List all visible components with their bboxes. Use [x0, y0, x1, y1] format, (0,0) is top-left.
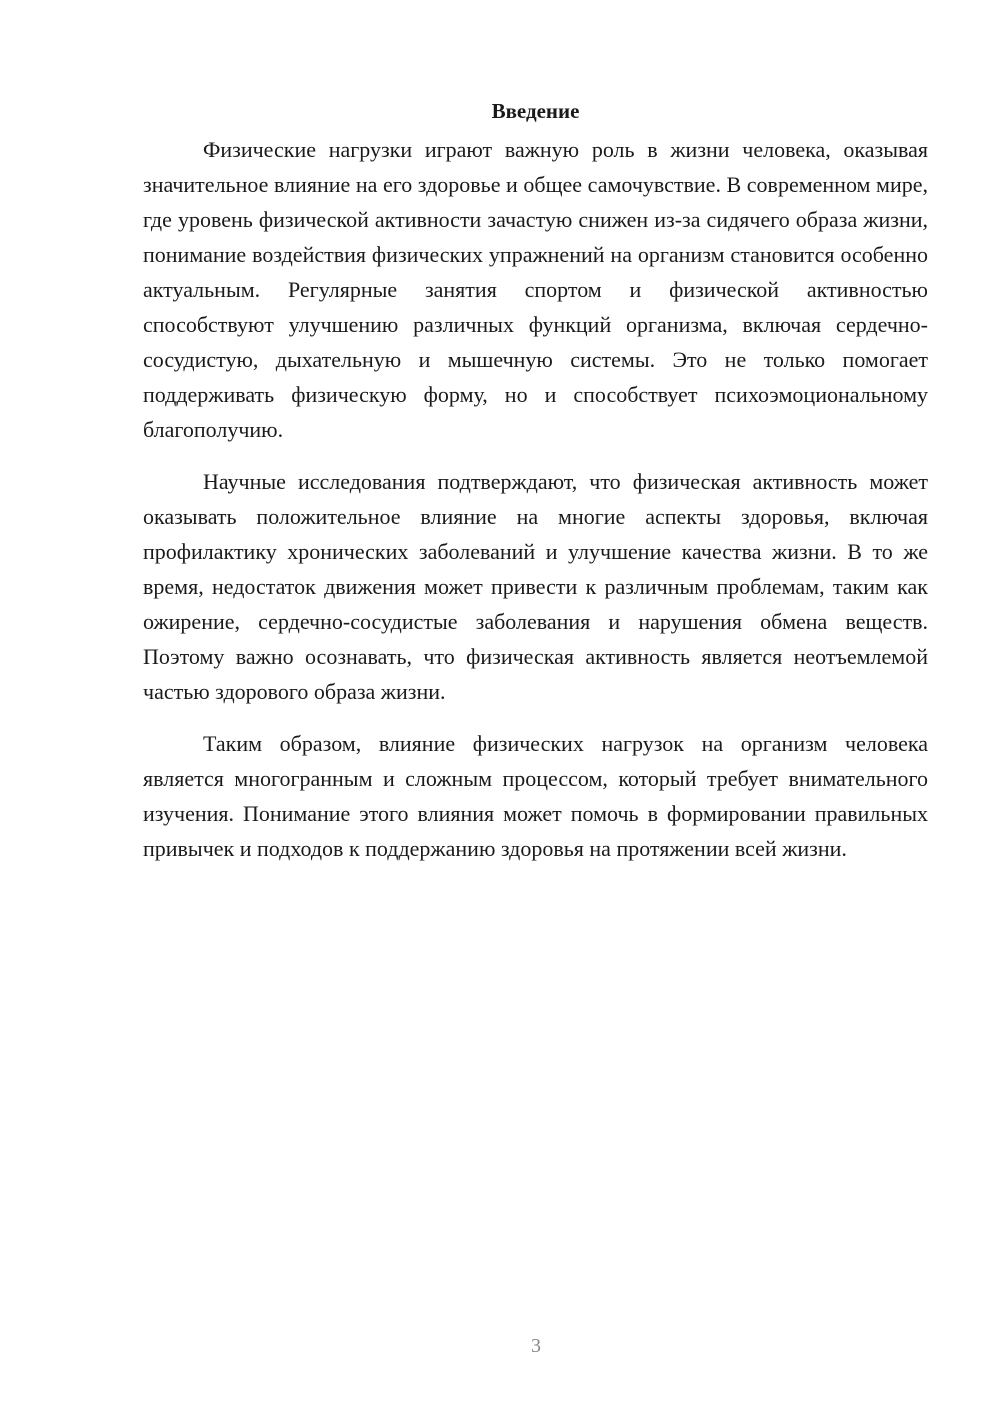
page-number: 3 — [531, 1335, 541, 1357]
paragraph-2: Научные исследования подтверждают, что физическая активность может оказывать положительное влияние на многие аспекты здоровья, включая профилактику хронических заболеваний и улучшение качества жизни. В то же время, недостаток движения может привести к различным проблемам, таким как ожирение, сердечно-сосудистые заболевания и нарушения обмена веществ. Поэтому важно осознавать, что физическая активность является неотъемлемой частью здорового образа жизни. — [143, 469, 928, 704]
paragraph-1: Физические нагрузки играют важную роль в жизни человека, оказывая значительное влияние на его здоровье и общее самочувствие. В современном мире, где уровень физической активности зачастую снижен из-за сидячего образа жизни, понимание воздействия физических упражнений на организм становится особенно актуальным. Регулярные занятия спортом и физической активностью способствуют улучшению различных функций организма, включая сердечно-сосудистую, дыхательную и мышечную системы. Это не только помогает поддерживать физическую форму, но и способствует психоэмоциональному благополучию. — [143, 137, 928, 442]
paragraph-3: Таким образом, влияние физических нагрузок на организм человека является многогранным и сложным процессом, который требует внимательного изучения. Понимание этого влияния может помочь в формировании правильных привычек и подходов к поддержанию здоровья на протяжении всей жизни. — [143, 731, 928, 861]
page-content — [143, 96, 928, 883]
section-heading: Введение — [491, 99, 580, 123]
